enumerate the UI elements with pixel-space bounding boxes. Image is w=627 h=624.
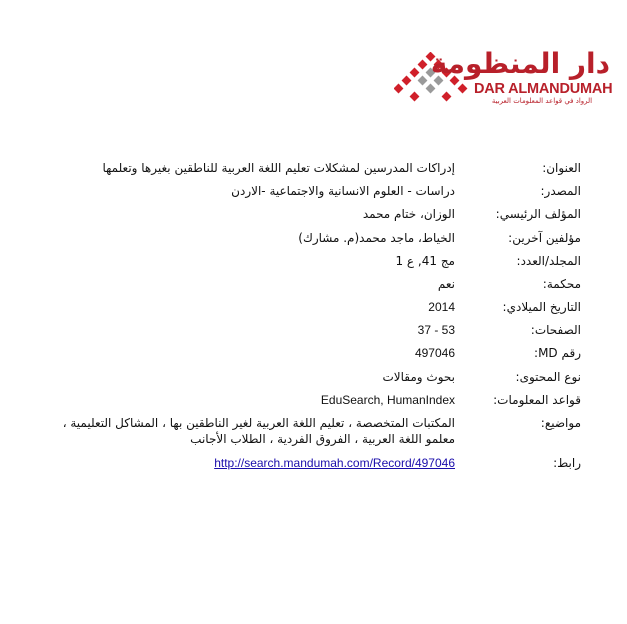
main-author-value: الوزان، ختام محمد — [362, 207, 455, 221]
databases-value-text: EduSearch, HumanIndex — [320, 393, 455, 407]
dar-almandumah-logo — [394, 48, 612, 112]
databases-value — [55, 393, 455, 408]
other-authors-label: مؤلفين آخرين: — [508, 231, 581, 245]
md-number-label: رقم MD: — [534, 346, 581, 360]
main-author-label: المؤلف الرئيسي: — [495, 207, 581, 221]
logo-latin-text: DAR ALMANDUMAH — [474, 81, 613, 97]
content-type-value: بحوث ومقالات — [382, 370, 455, 384]
subjects-value-line1: المكتبات المتخصصة ، تعليم اللغة العربية لغير الناطقين بها ، المشاكل التعليمية ، — [62, 416, 455, 430]
databases-label: قواعد المعلومات: — [493, 393, 581, 407]
pages-label: الصفحات: — [530, 323, 581, 337]
title-value: إدراكات المدرسين لمشكلات تعليم اللغة العربية للناطقين بغيرها وتعلمها — [102, 161, 455, 175]
link-value — [55, 456, 455, 471]
title-label: العنوان: — [542, 161, 581, 175]
subjects-value-line2: معلمو اللغة العربية ، الفروق الفردية ، الطلاب الأجانب — [190, 432, 455, 446]
content-type-label: نوع المحتوى: — [515, 370, 581, 384]
logo-tagline: الرواد في قواعد المعلومات العربية — [491, 97, 593, 105]
pages-value-text: 37 - 53 — [417, 323, 455, 337]
md-number-value: 497046 — [414, 346, 455, 360]
pages-value — [55, 323, 455, 338]
source-value: دراسات - العلوم الانسانية والاجتماعية -الاردن — [231, 184, 455, 198]
peer-reviewed-value: نعم — [437, 277, 455, 291]
logo-arabic-text: دار المنظومة — [430, 47, 610, 80]
year-value: 2014 — [428, 300, 455, 314]
link-label: رابط: — [553, 456, 581, 470]
year-label: التاريخ الميلادي: — [502, 300, 581, 314]
other-authors-value: الخياط، ماجد محمد(م. مشارك) — [298, 231, 455, 245]
source-label: المصدر: — [540, 184, 581, 198]
subjects-label: مواضيع: — [540, 416, 581, 430]
peer-reviewed-label: محكمة: — [542, 277, 581, 291]
volume-issue-label: المجلد/العدد: — [516, 254, 581, 268]
volume-issue-value: مج 41, ع 1 — [395, 254, 455, 268]
record-link[interactable]: http://search.mandumah.com/Record/497046 — [214, 456, 455, 470]
